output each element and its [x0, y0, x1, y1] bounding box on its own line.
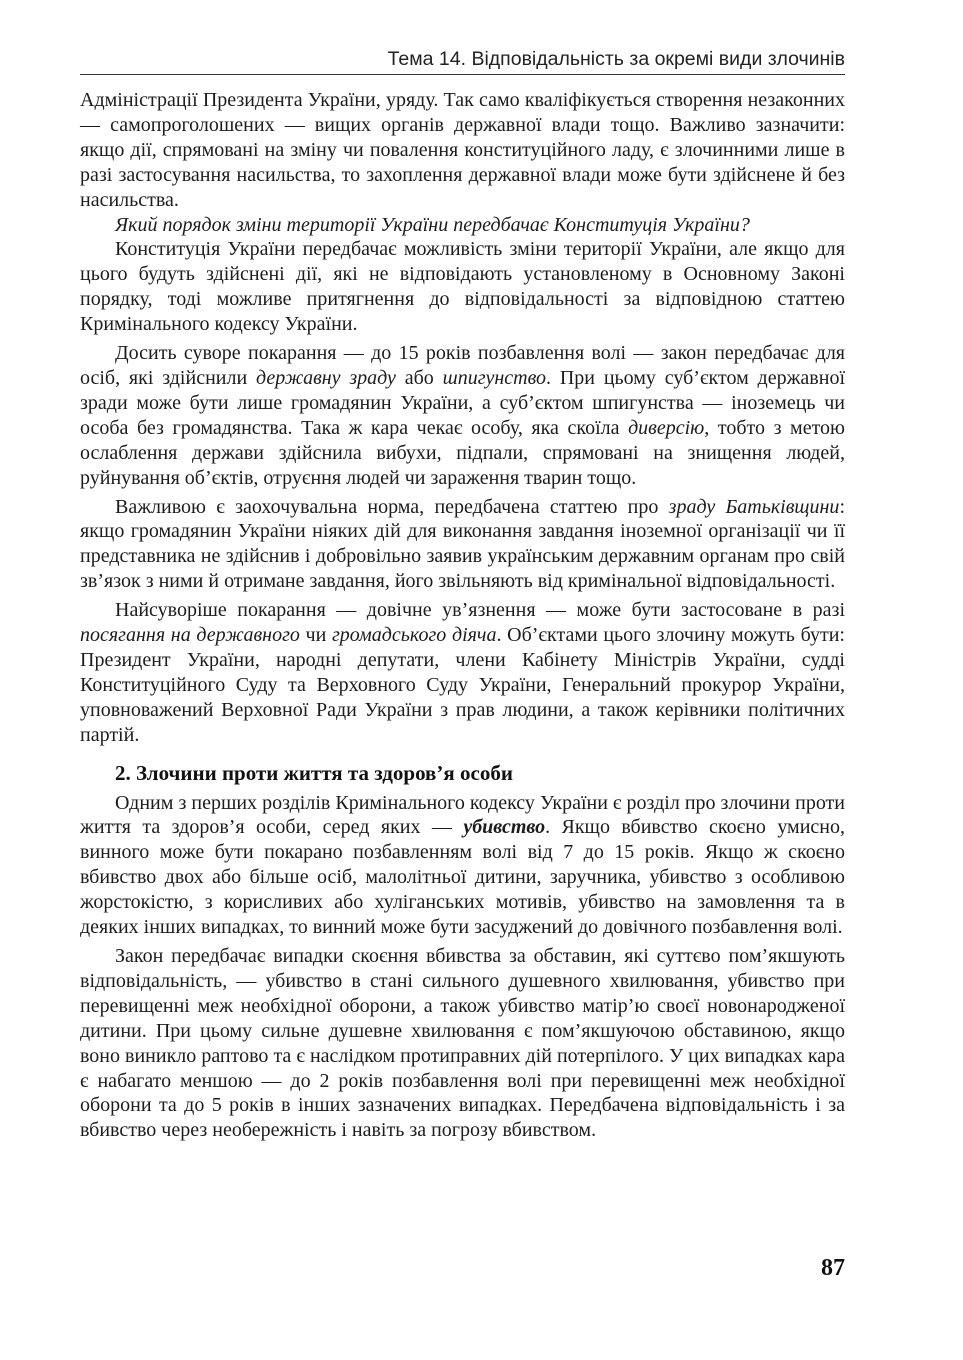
term-treason-homeland: зраду Батьківщини [668, 495, 840, 518]
page-number: 87 [821, 1255, 845, 1281]
question-paragraph [80, 213, 845, 238]
paragraph-constitution: Конституція України передбачає можливість зміни території України, але якщо для цього будуть здійснені дії, які не відповідають установленому в Основному Законі порядку, тоді можливе притягнення до відповідальності за відповідною статтею Кримінального кодексу України. [80, 238, 845, 336]
paragraph-incentive-norm: Важливою є заохочувальна норма, передбачена статтею про зраду Батьківщини: якщо громадянин України ніяких дій для виконання завдання іноземної організації чи її представника не здійснив і добровільно заявив українським державним органам про свій зв’язок з ними й отримане завдання, його звільняють від кримінальної відповідальності. [80, 495, 845, 593]
running-header: Тема 14. Відповідальність за окремі види злочинів [387, 48, 845, 70]
body-text [80, 88, 845, 1143]
question-text: Який порядок зміни території України передбачає Конституція України? [115, 213, 750, 236]
paragraph-mitigating: Закон передбачає випадки скоєння вбивства за обставин, які суттєво пом’якшують відповідальність, — убивство в стані сильного душевного хвилювання, убивство при перевищенні меж необхідної оборони, а також убивство матір’ю своєї новонародженої дитини. При цьому сильне душевне хвилювання є пом’якшуючою обставиною, якщо воно виникло раптово та є наслідком протиправних дій потерпілого. У цих випадках кара є набагато меншою — до 2 років позбавлення волі при перевищенні меж необхідної оборони та до 5 років в інших зазначених випадках. Передбачена відповідальність і за вбивство через необережність і навіть за погрозу вбивством. [80, 945, 845, 1142]
paragraph-life-imprisonment: Найсуворіше покарання — довічне ув’язнення — може бути застосоване в разі посягання на державного чи громадського діяча. Об’єктами цього злочину можуть бути: Президент України, народні депутати, члени Кабінету Міністрів України, судді Конституційного Суду та Верховного Суду України, Генеральний прокурор України, уповноважений Верховної Ради України з прав людини, а також керівники політичних партій. [80, 599, 845, 746]
header-rule [80, 74, 845, 75]
paragraph-continued: Адміністрації Президента України, уряду. Так само кваліфікується створення незаконних — самопроголошених — вищих органів державної влади тощо. Важливо зазначити: якщо дії, спрямовані на зміну чи повалення конституційного ладу, є злочинними лише в разі застосування насильства, то захоплення державної влади може бути здійснене й без насильства. [80, 89, 845, 211]
term-public-figure: громадського діяча [331, 624, 497, 647]
term-sabotage: диверсію [628, 416, 705, 439]
section-heading: 2. Злочини проти життя та здоров’я особи [115, 760, 513, 785]
paragraph-treason: Досить суворе покарання — до 15 років позбавлення волі — закон передбачає для осіб, які здійснили державну зраду або шпигунство. При цьому суб’єктом державної зради може бути лише громадянин України, а суб’єктом шпигунства — іноземець чи особа без громадянства. Така ж кара чекає особу, яка скоїла диверсію, тобто з метою ослаблення держави здійснила вибухи, підпали, спрямовані на знищення людей, руйнування об’єктів, отруєння людей чи зараження тварин тощо. [80, 342, 845, 489]
paragraph-murder: Одним з перших розділів Кримінального кодексу України є розділ про злочини проти життя та здоров’я особи, серед яких — убивство. Якщо вбивство скоєно умисно, винного може бути покарано позбавленням волі від 7 до 15 років. Якщо ж скоєно вбивство двох або більше осіб, малолітньої дитини, заручника, убивство з особливою жорстокістю, з корисливих або хуліганських мотивів, убивство на замовлення та в деяких інших випадках, то винний може бути засуджений до довічного позбавлення волі. [80, 791, 845, 939]
term-espionage: шпигунство [442, 366, 547, 389]
term-murder: убивство [463, 816, 546, 839]
term-state-treason: державну зраду [255, 366, 396, 389]
term-attack-state: посягання на державного [80, 624, 300, 647]
